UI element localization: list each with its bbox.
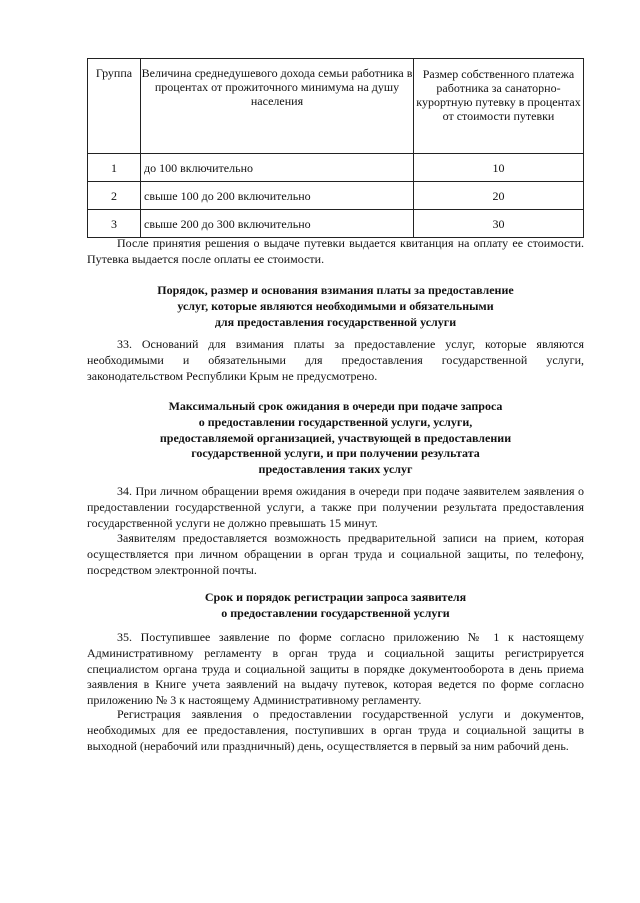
table-header-row (88, 59, 584, 154)
cell-payment: 30 (414, 210, 584, 238)
table-row (88, 210, 584, 238)
paragraph-34: 34. При личном обращении время ожидания в очереди при подаче заявителем заявления о предоставлении государственной услуги, а также при получении результата предоставления государственной услуги не должно превышать 15 минут. (87, 484, 584, 530)
heading-line: государственной услуги, и при получении результата (191, 446, 480, 461)
heading-line: услуг, которые являются необходимыми и обязательными (177, 298, 494, 313)
cell-payment: 10 (414, 154, 584, 182)
cell-group: 1 (88, 154, 141, 182)
paragraph-34b: Заявителям предоставляется возможность предварительной записи на прием, которая осуществляется при личном обращении в орган труда и социальной защиты, по телефону, посредством электронной почты. (87, 531, 584, 577)
cell-income: свыше 100 до 200 включительно (141, 182, 414, 210)
heading-registration (87, 590, 584, 622)
after-table-paragraph: После принятия решения о выдаче путевки выдается квитанция на оплату ее стоимости. Путевка выдается после оплаты ее стоимости. (87, 236, 584, 266)
paragraph-35: 35. Поступившее заявление по форме согласно приложению № 1 к настоящему Административному регламенту в орган труда и социальной защиты регистрируется специалистом органа труда и социальной защиты в порядке документооборота в день приема заявления в Книге учета заявлений на выдачу путевок, которая ведется по форме согласно приложению № 3 к настоящему Административному регламенту. (87, 630, 584, 708)
cell-group: 2 (88, 182, 141, 210)
paragraph-35b: Регистрация заявления о предоставлении государственной услуги и документов, необходимых для ее предоставления, поступивших в орган труда и социальной защиты в выходной (нерабочий или праздничный) день, осуществляется в первый за ним рабочий день. (87, 707, 584, 753)
heading-line: Максимальный срок ожидания в очереди при подаче запроса (168, 399, 503, 413)
payment-table (87, 58, 584, 238)
cell-income: до 100 включительно (141, 154, 414, 182)
cell-group: 3 (88, 210, 141, 238)
header-income: Величина среднедушевого дохода семьи работника в процентах от прожиточного минимума на душу населения (141, 59, 414, 154)
heading-wait (87, 399, 584, 478)
heading-fee (87, 283, 584, 330)
table-row (88, 154, 584, 182)
heading-line: предоставляемой организацией, участвующей в предоставлении (159, 430, 512, 445)
heading-line: о предоставлении государственной услуги (221, 605, 450, 620)
header-group: Группа (88, 59, 141, 154)
heading-line: о предоставлении государственной услуги, услуги, (198, 414, 473, 429)
heading-line: Порядок, размер и основания взимания платы за предоставление (157, 283, 514, 297)
heading-line: предоставления таких услуг (258, 462, 413, 477)
heading-line: для предоставления государственной услуги (214, 314, 457, 329)
table-row (88, 182, 584, 210)
cell-income: свыше 200 до 300 включительно (141, 210, 414, 238)
header-payment: Размер собственного платежа работника за санаторно-курортную путевку в процентах от стоимости путевки (414, 59, 584, 154)
cell-payment: 20 (414, 182, 584, 210)
paragraph-33: 33. Оснований для взимания платы за предоставление услуг, которые являются необходимыми и обязательными для предоставления государственной услуги, законодательством Республики Крым не предусмотрено. (87, 337, 584, 383)
heading-line: Срок и порядок регистрации запроса заявителя (204, 590, 467, 604)
